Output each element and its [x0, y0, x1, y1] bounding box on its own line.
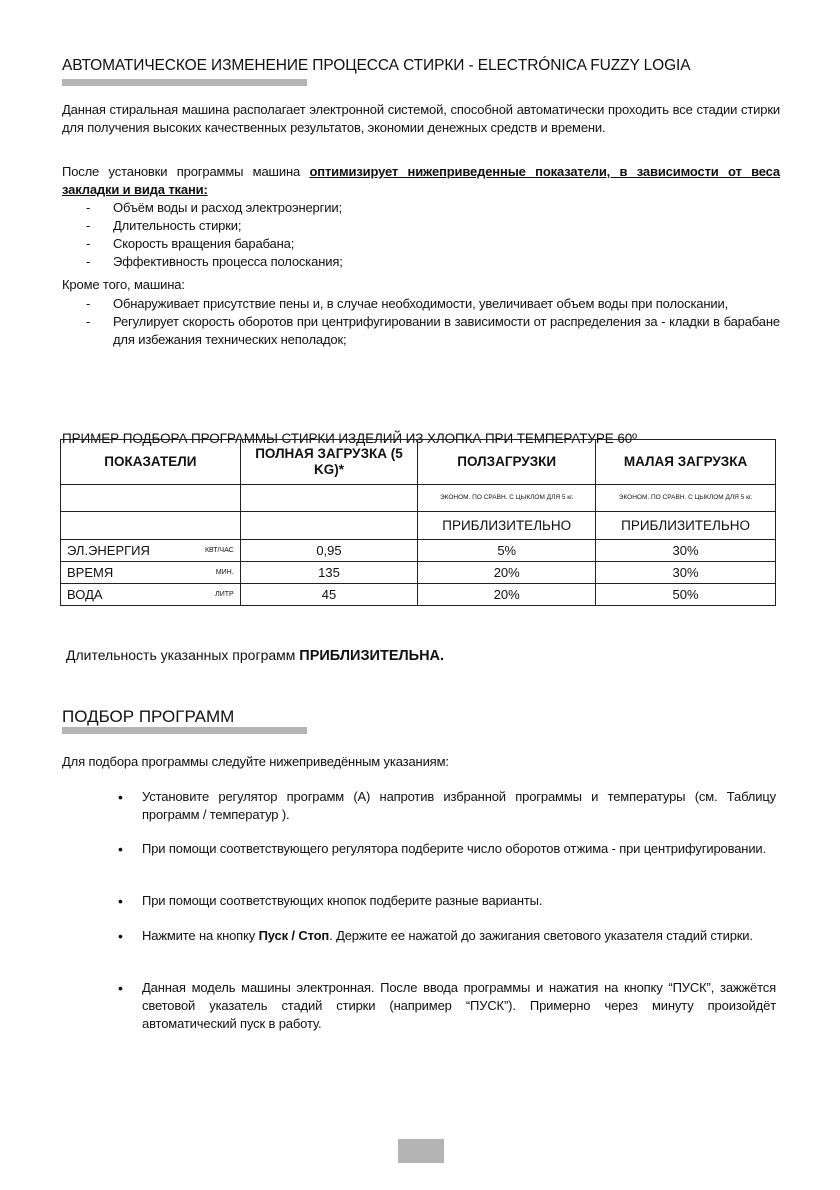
bullet-marker: • [118, 980, 123, 996]
title-underline-bar [62, 79, 307, 86]
dash-marker: - [86, 254, 91, 269]
page-number-box [398, 1139, 444, 1163]
selection-intro: Для подбора программы следуйте нижеприведённым указаниям: [62, 754, 449, 769]
bullet-marker: • [118, 928, 123, 944]
intro-paragraph: Данная стиральная машина располагает электронной системой, способной автоматически проходить все стадии стирки для получения высоких качественных результатов, экономии денежных средств и времени. [62, 102, 780, 135]
optimize-emphasis: оптимизирует нижеприведенные показатели, в зависимости от веса закладки и вида ткани: [62, 164, 781, 197]
row-label-water: ВОДА ЛИТР [61, 584, 241, 606]
table-row [61, 512, 776, 540]
list-item: • Нажмите на кнопку Пуск / Стоп. Держите ее нажатой до зажигания светового указателя стадий стирки. [118, 928, 753, 944]
moreover-label: Кроме того, машина: [62, 277, 185, 292]
list-item: • При помощи соответствующего регулятора подберите число оборотов отжима - при центрифугировании. [118, 841, 767, 857]
dash-marker: - [86, 218, 91, 233]
header-full-load: ПОЛНАЯ ЗАГРУЗКА (5 KG)* [240, 440, 418, 485]
table-header-row [61, 440, 776, 485]
list-item: • При помощи соответствующих кнопок подберите разные варианты. [118, 893, 543, 909]
section-title-fuzzy-logic: АВТОМАТИЧЕСКОЕ ИЗМЕНЕНИЕ ПРОЦЕССА СТИРКИ - ELECTRÓNICA FUZZY LOGIA [62, 57, 691, 74]
dash-marker: - [86, 200, 91, 215]
dash-marker: - [86, 296, 91, 311]
section-title-program-selection: ПОДБОР ПРОГРАММ [62, 707, 235, 726]
dash-marker: - [86, 236, 91, 251]
unit-label: МИН. [215, 569, 234, 576]
unit-label: ЛИТР [215, 591, 234, 598]
list-item: • Установите регулятор программ (A) напротив избранной программы и температуры (см. Таблицу программ / температур ). [118, 789, 776, 822]
start-stop-label: Пуск / Стоп [258, 928, 330, 943]
optimized-parameters-list [86, 199, 780, 271]
optimize-text: После установки программы машина [62, 164, 310, 179]
optimize-paragraph [62, 163, 780, 199]
table-title: ПРИМЕР ПОДБОРА ПРОГРАММЫ СТИРКИ ИЗДЕЛИЙ ИЗ ХЛОПКА ПРИ ТЕМПЕРАТУРЕ 60º [62, 431, 637, 446]
duration-note: Длительность указанных программ ПРИБЛИЗИТЕЛЬНА. [66, 647, 445, 664]
list-item: - Длительность стирки; [86, 218, 242, 233]
unit-label: КВТ/ЧАС [204, 547, 234, 554]
econ-note-cell: ЭКОНОМ. ПО СРАВН. С ЦЫКЛОМ ДЛЯ 5 кг. [418, 485, 596, 512]
header-half-load: ПОЛЗАГРУЗКИ [418, 440, 596, 485]
approx-cell: ПРИБЛИЗИТЕЛЬНО [596, 512, 776, 540]
row-label-time: ВРЕМЯ МИН. [61, 562, 241, 584]
econ-note-cell: ЭКОНОМ. ПО СРАВН. С ЦЫКЛОМ ДЛЯ 5 кг. [596, 485, 776, 512]
list-item: • Данная модель машины электронная. После ввода программы и нажатия на кнопку “ПУСК”, зажжётся световой указатель стадий стирки (например “ПУСК”). Примерно через минуту произойдёт автоматический пуск в работу. [118, 980, 776, 1031]
list-item: - Обнаруживает присутствие пены и, в случае необходимости, увеличивает объем воды при полоскании, [86, 296, 729, 311]
dash-marker: - [86, 314, 91, 329]
list-item: - Скорость вращения барабана; [86, 236, 295, 251]
bullet-marker: • [118, 893, 123, 909]
machine-features-list [86, 295, 780, 349]
list-item: - Регулирует скорость оборотов при центрифугировании в зависимости от распределения за - кладки в барабане для избежания технических неполадок; [86, 314, 780, 347]
table-row: ЭЛ.ЭНЕРГИЯ КВТ/ЧАС 0,95 5% 30% [61, 540, 776, 562]
header-parameters: ПОКАЗАТЕЛИ [61, 440, 241, 485]
table-row: ВОДА ЛИТР 45 20% 50% [61, 584, 776, 606]
table-row [61, 485, 776, 512]
bullet-marker: • [118, 789, 123, 805]
list-item: - Эффективность процесса полоскания; [86, 254, 343, 269]
bullet-marker: • [118, 841, 123, 857]
approx-cell: ПРИБЛИЗИТЕЛЬНО [418, 512, 596, 540]
duration-note-emphasis: ПРИБЛИЗИТЕЛЬНА. [299, 648, 445, 664]
row-label-energy: ЭЛ.ЭНЕРГИЯ КВТ/ЧАС [61, 540, 241, 562]
title-underline-bar [62, 727, 307, 734]
table-row: ВРЕМЯ МИН. 135 20% 30% [61, 562, 776, 584]
cotton-program-table [60, 439, 776, 606]
list-item: - Объём воды и расход электроэнергии; [86, 200, 342, 215]
header-small-load: МАЛАЯ ЗАГРУЗКА [596, 440, 776, 485]
